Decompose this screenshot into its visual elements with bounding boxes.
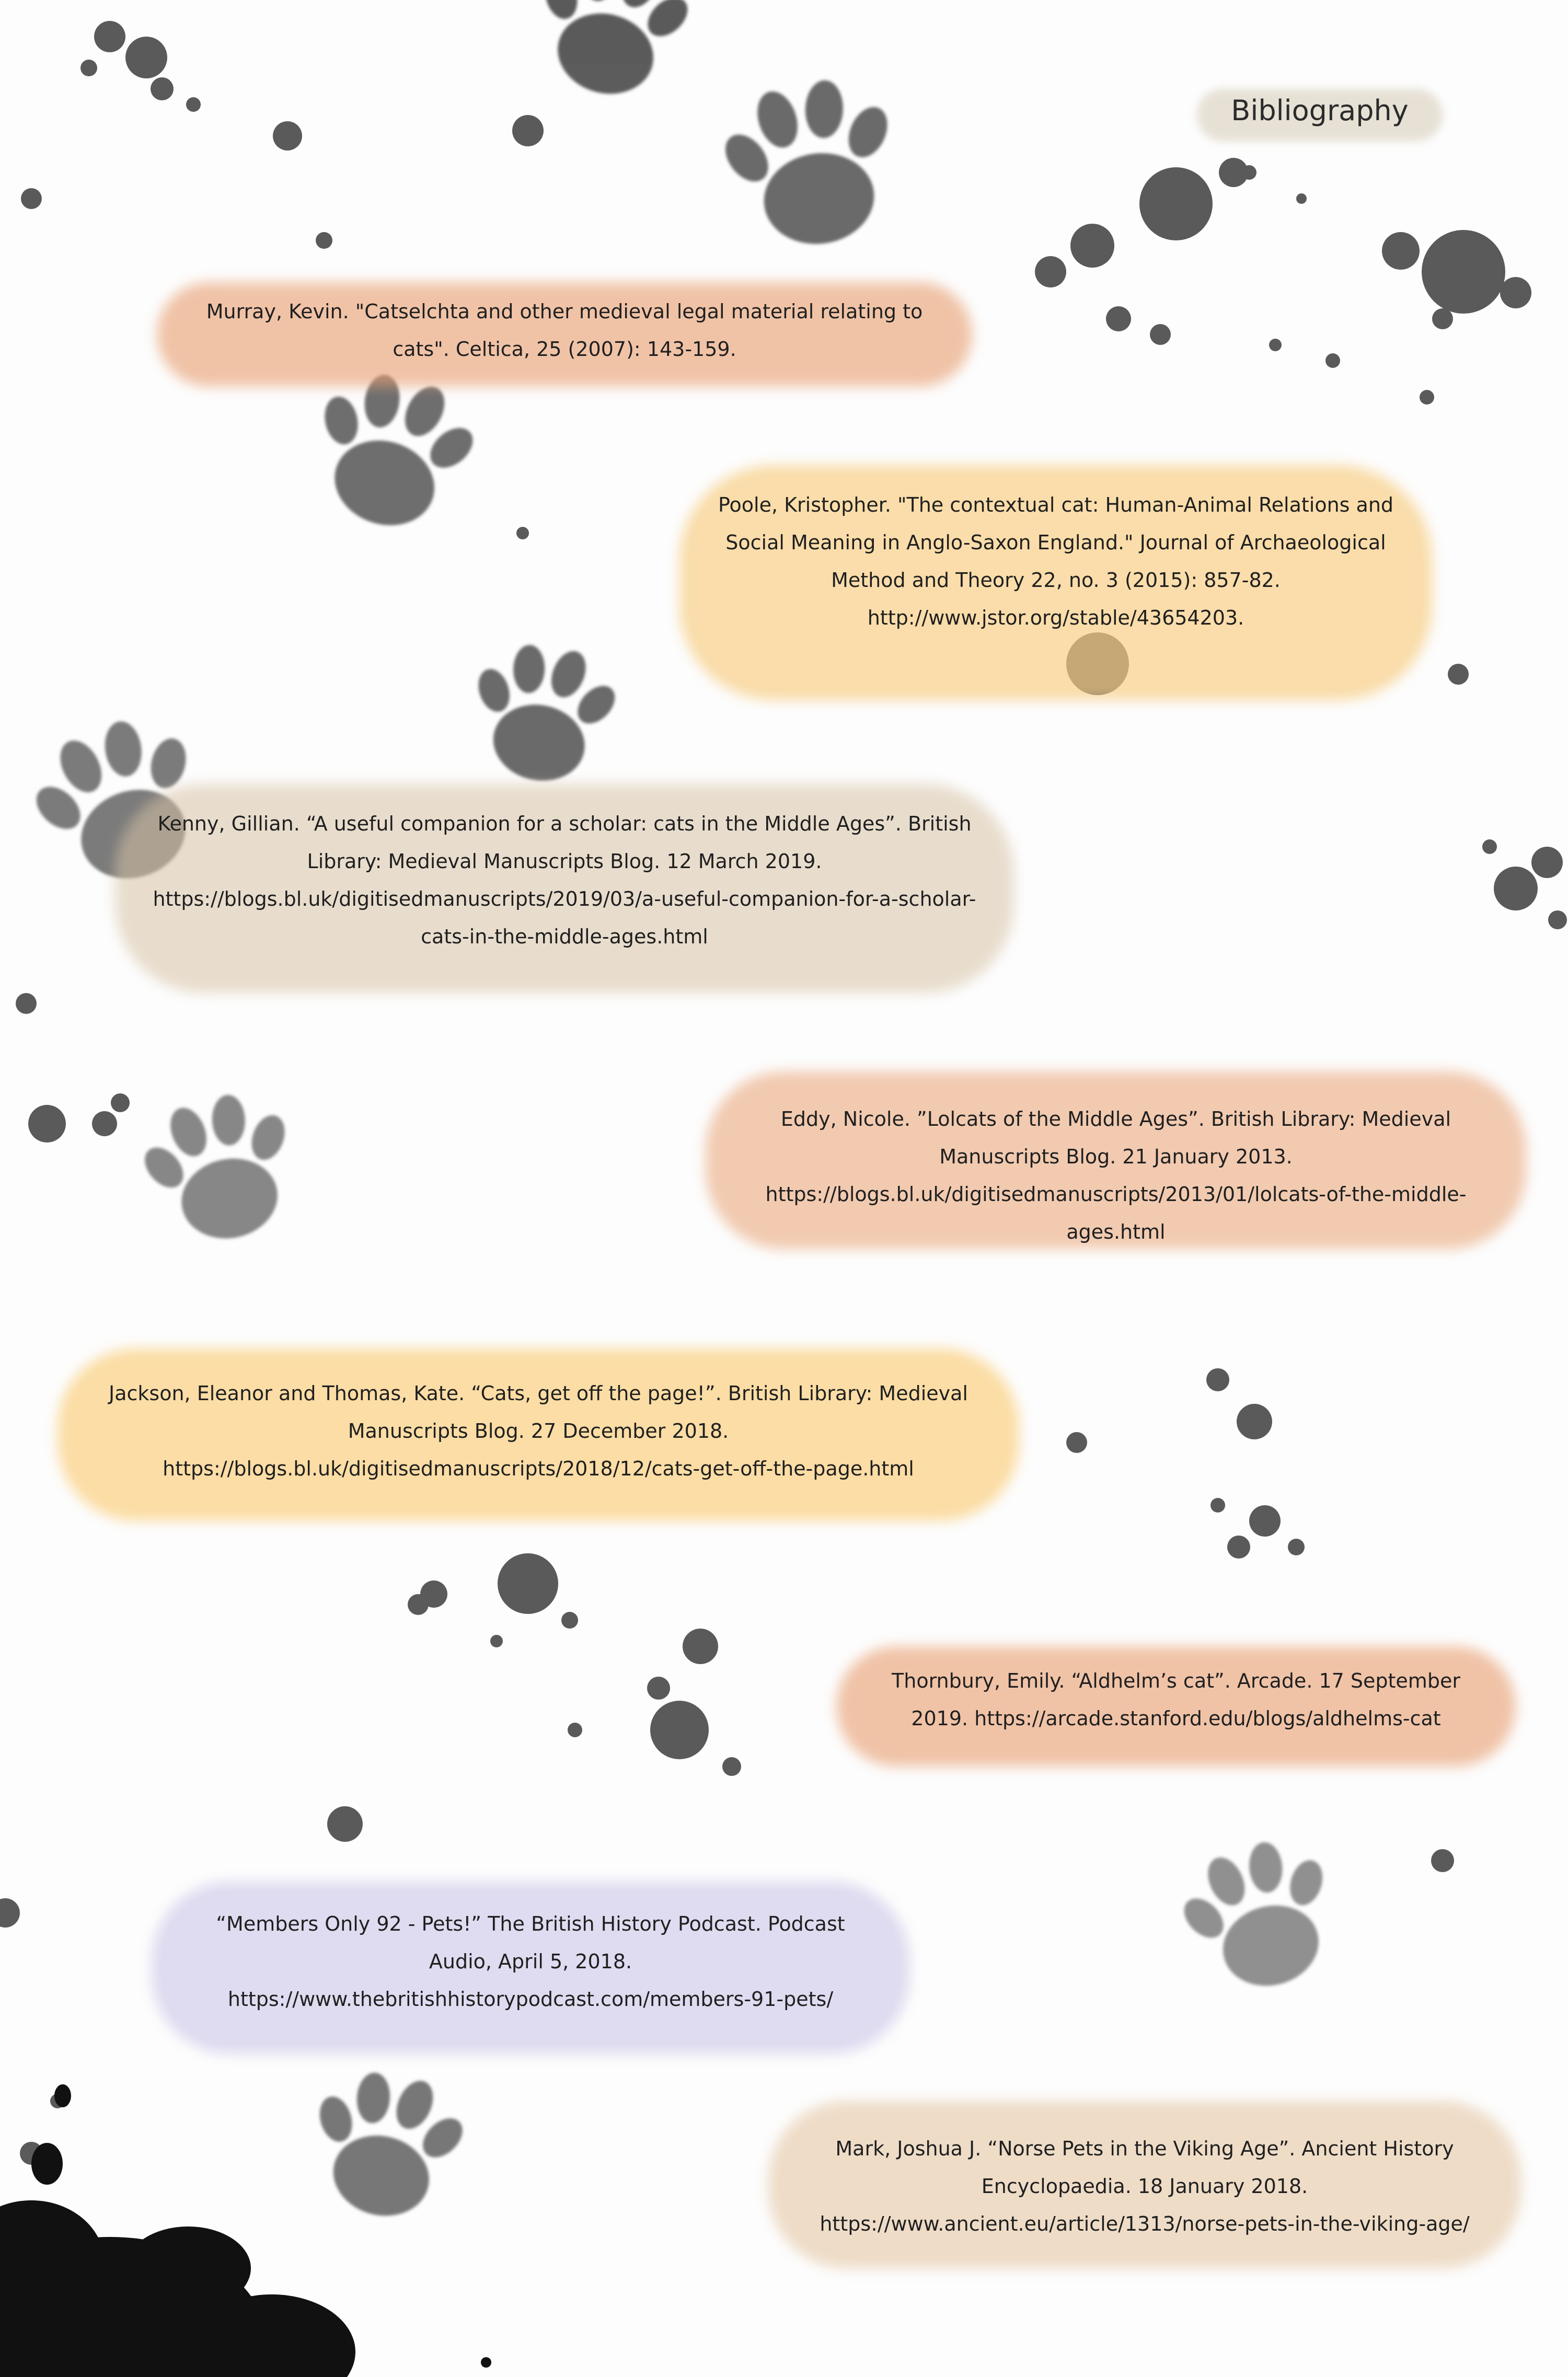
- bibliography-entry: [679, 465, 1432, 700]
- page-title: Bibliography: [1231, 94, 1409, 127]
- bibliography-entry: [706, 1071, 1526, 1249]
- citation-text: Kenny, Gillian. “A useful companion for a scholar: cats in the Middle Ages”. British Library: Medieval Manuscripts Blog. 12 March 2019. https://blogs.bl.uk/digitisedmanuscripts/2019/03/a-useful-companion-for-a-scholar-cats-in-the-middle-ages.html: [153, 812, 976, 948]
- paw-print-icon: [709, 68, 911, 256]
- paw-print-icon: [454, 629, 630, 794]
- bibliography-entry: [836, 1646, 1516, 1767]
- paw-print-icon: [292, 2055, 480, 2233]
- bibliography-entry: [152, 1882, 909, 2054]
- citation-text: “Members Only 92 - Pets!” The British History Podcast. Podcast Audio, April 5, 2018. https://www.thebritishhistorypodcast.com/members-91-pets/: [216, 1912, 845, 2011]
- paw-print-icon: [127, 1080, 312, 1254]
- paw-print-icon: [516, 0, 706, 111]
- bibliography-entry: [57, 1348, 1019, 1521]
- bibliography-entry: [115, 784, 1014, 993]
- bibliography-entry: [157, 282, 972, 387]
- citation-text: Eddy, Nicole. ”Lolcats of the Middle Ages”. British Library: Medieval Manuscripts Blog. 21 January 2013. https://blogs.bl.uk/digitisedmanuscripts/2013/01/lolcats-of-the-middle-ages.html: [765, 1107, 1467, 1243]
- bibliography-entry: [768, 2101, 1521, 2268]
- citation-text: Poole, Kristopher. "The contextual cat: Human-Animal Relations and Social Meaning in Anglo-Saxon England." Journal of Archaeological Method and Theory 22, no. 3 (2015): 857-82. http://www.jstor.org/stable/43654203.: [718, 493, 1394, 629]
- citation-text: Thornbury, Emily. “Aldhelm’s cat”. Arcade. 17 September 2019. https://arcade.stanford.edu/blogs/aldhelms-cat: [892, 1669, 1460, 1730]
- citation-text: Jackson, Eleanor and Thomas, Kate. “Cats, get off the page!”. British Library: Medieval Manuscripts Blog. 27 December 2018. https://blogs.bl.uk/digitisedmanuscripts/2018/12/cats-get-off-the-page.html: [109, 1382, 968, 1480]
- citation-text: Murray, Kevin. "Catselchta and other medieval legal material relating to cats". Celtica, 25 (2007): 143-159.: [206, 300, 923, 361]
- paw-print-icon: [1164, 1825, 1354, 2005]
- citation-text: Mark, Joshua J. “Norse Pets in the Viking Age”. Ancient History Encyclopaedia. 18 January 2018. https://www.ancient.eu/article/1313/norse-pets-in-the-viking-age/: [820, 2137, 1470, 2235]
- title-block: [1197, 78, 1443, 152]
- ink-blot-icon: [0, 2084, 491, 2377]
